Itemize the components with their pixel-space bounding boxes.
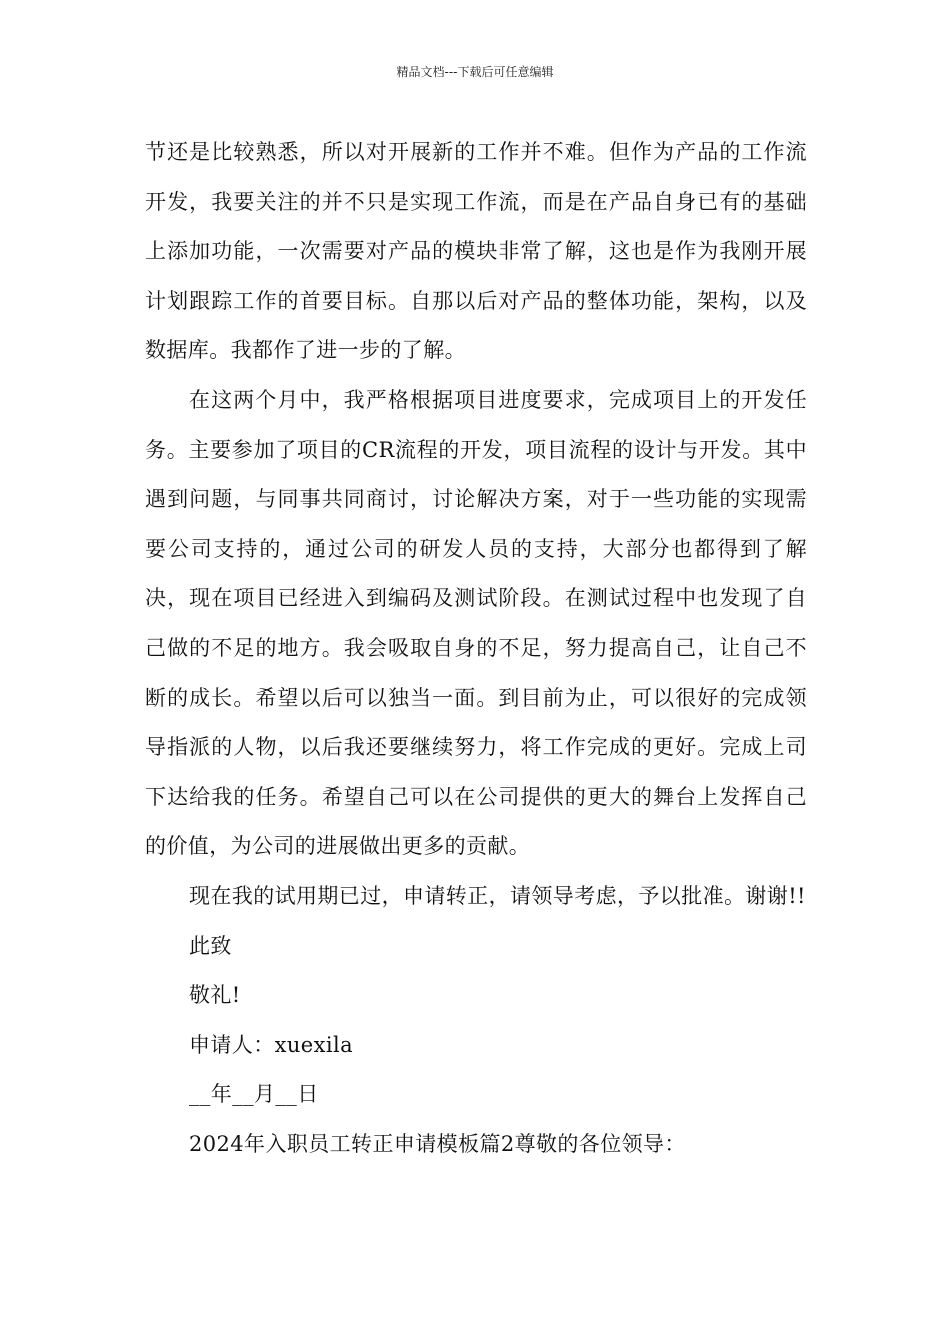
paragraph-work-summary: 在这两个月中，我严格根据项目进度要求，完成项目上的开发任务。主要参加了项目的CR流程的开发，项目流程的设计与开发。其中遇到问题，与同事共同商讨，讨论解决方案，对于一些功能的实现需要公司支持的，通过公司的研发人员的支持，大部分也都得到了解决，现在项目已经进入到编码及测试阶段。在测试过程中也发现了自己做的不足的地方。我会吸取自身的不足，努力提高自己，让自己不断的成长。希望以后可以独当一面。到目前为止，可以很好的完成领导指派的人物，以后我还要继续努力，将工作完成的更好。完成上司下达给我的任务。希望自己可以在公司提供的更大的舞台上发挥自己的价值，为公司的进展做出更多的贡献。 (145, 387, 807, 859)
paragraph-continuation: 节还是比较熟悉，所以对开展新的工作并不难。但作为产品的工作流开发，我要关注的并不只是实现工作流，而是在产品自身已有的基础上添加功能，一次需要对产品的模块非常了解，这也是作为我刚开展计划跟踪工作的首要目标。自那以后对产品的整体功能，架构，以及数据库。我都作了进一步的了解。 (145, 140, 807, 363)
page-header: 精品文档---下载后可任意编辑 (396, 65, 554, 79)
date-line: __年__月__日 (189, 1082, 319, 1107)
salutation: 此致 (189, 933, 232, 958)
document-body (145, 128, 807, 1169)
paragraph-request: 现在我的试用期已过，申请转正，请领导考虑，予以批准。谢谢!! (189, 883, 806, 908)
next-section-title: 2024年入职员工转正申请模板篇2尊敬的各位领导： (189, 1131, 686, 1156)
applicant-signature: 申请人：xuexila (189, 1032, 353, 1057)
regards: 敬礼! (189, 983, 241, 1008)
